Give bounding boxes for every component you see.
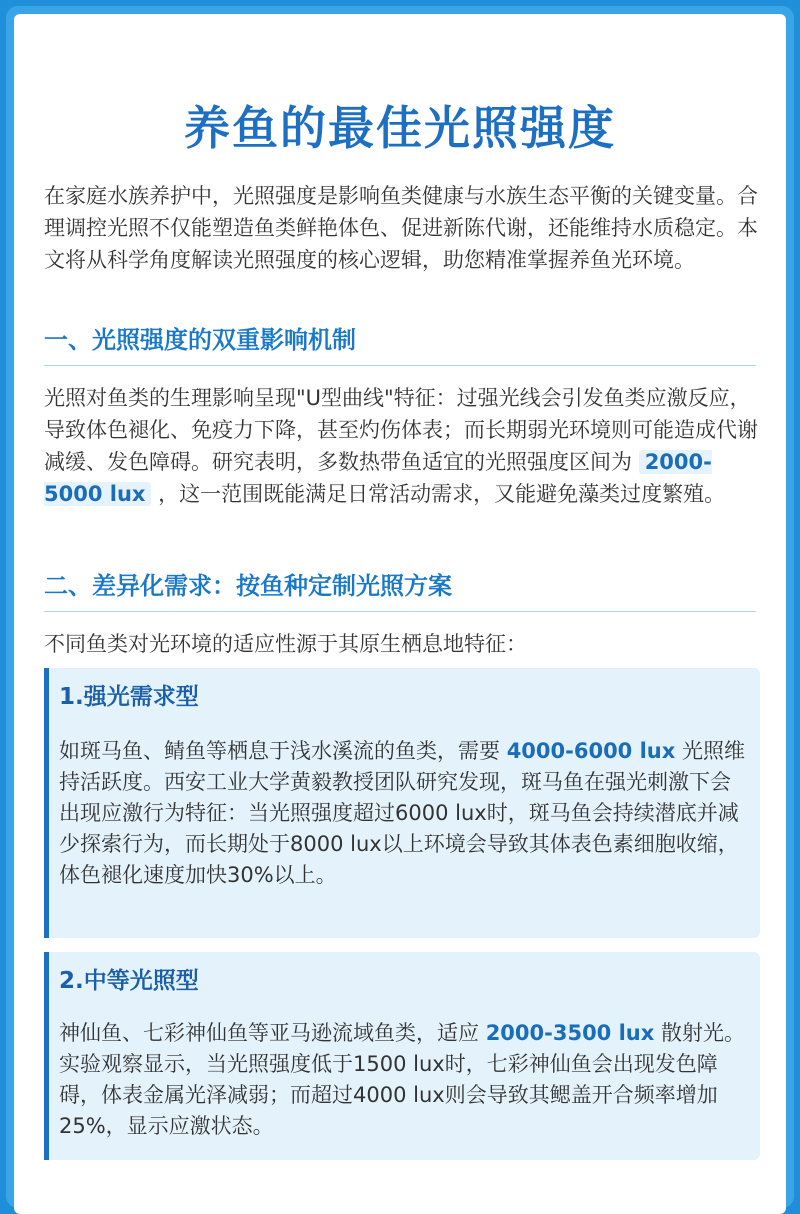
box1-text: 如斑马鱼、鲭鱼等栖息于浅水溪流的鱼类，需要 [59,739,507,763]
box2-title: 2.中等光照型 [59,968,199,994]
medium-light-box [44,952,760,1160]
box2-paragraph [59,1018,749,1142]
box2-lux-highlight: 2000-3500 lux [485,1021,655,1045]
section-heading-1: 一、光照强度的双重影响机制 [44,320,756,366]
section1-text: 光照对鱼类的生理影响呈现"U型曲线"特征：过强光线会引发鱼类应激反应，导致体色褪化、免疫力下降，甚至灼伤体表；而长期弱光环境则可能造成代谢减缓、发色障碍。研究表明，多数热带鱼适宜的光照强度区间为 [44,386,758,474]
article-card [14,14,786,1214]
box1-paragraph [59,736,749,891]
lux-range-highlight: 2000-5000 lux [44,450,712,506]
box1-text-end: 光照维持活跃度。西安工业大学黄毅教授团队研究发现，斑马鱼在强光刺激下会出现应激行为特征：当光照强度超过6000 lux时，斑马鱼会持续潜底并减少探索行为，而长期处于8000 lux以上环境会导致其体表色素细胞收缩，体色褪化速度加快30%以上。 [59,739,745,887]
intro-paragraph: 在家庭水族养护中，光照强度是影响鱼类健康与水族生态平衡的关键变量。合理调控光照不仅能塑造鱼类鲜艳体色、促进新陈代谢，还能维持水质稳定。本文将从科学角度解读光照强度的核心逻辑，助您精准掌握养鱼光环境。 [44,184,758,272]
box1-lux-highlight: 4000-6000 lux [506,739,676,763]
section1-text-end: ，这一范围既能满足日常活动需求，又能避免藻类过度繁殖。 [151,482,726,506]
strong-light-box [44,668,760,938]
box2-text-end: 散射光。实验观察显示，当光照强度低于1500 lux时，七彩神仙鱼会出现发色障碍，体表金属光泽减弱；而超过4000 lux则会导致其鳃盖开合频率增加25%，显示应激状态。 [59,1021,745,1138]
section-heading-2: 二、差异化需求：按鱼种定制光照方案 [44,566,756,612]
box2-text: 神仙鱼、七彩神仙鱼等亚马逊流域鱼类，适应 [59,1021,486,1045]
box1-title: 1.强光需求型 [59,684,199,710]
article-title: 养鱼的最佳光照强度 [184,101,616,155]
section2-intro: 不同鱼类对光环境的适应性源于其原生栖息地特征： [44,632,527,656]
section1-paragraph [44,382,764,510]
